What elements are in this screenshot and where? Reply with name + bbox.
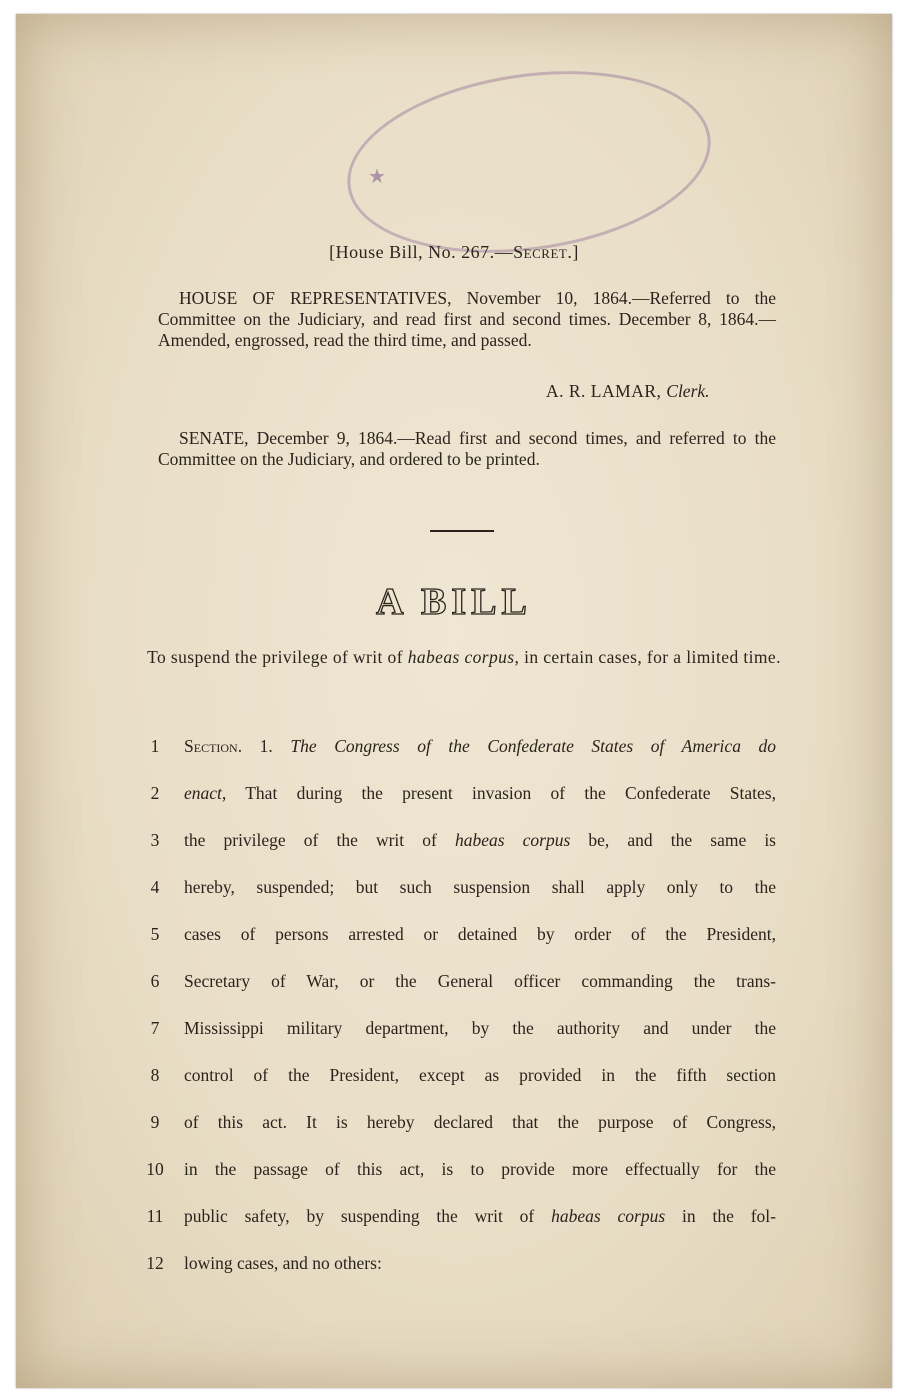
line-segment: enact, xyxy=(184,783,227,803)
line-segment: cases of persons arrested or detained by order of the President, xyxy=(184,924,776,944)
bill-line xyxy=(16,877,892,903)
bill-line xyxy=(16,1253,892,1279)
line-segment: in the fol- xyxy=(665,1206,776,1226)
line-text xyxy=(184,1065,776,1086)
line-segment: the privilege of the writ of xyxy=(184,830,455,850)
bill-line xyxy=(16,924,892,950)
line-segment: 1. xyxy=(242,736,291,756)
bill-line xyxy=(16,1112,892,1138)
line-number: 6 xyxy=(150,971,160,991)
bill-reference: [House Bill, No. 267.—Secret.] xyxy=(329,242,579,262)
line-segment: habeas corpus xyxy=(454,830,571,850)
line-number: 7 xyxy=(150,1018,160,1038)
line-text xyxy=(184,1159,776,1180)
line-segment: hereby, suspended; but such suspension shall apply only to the xyxy=(184,877,776,897)
bill-line xyxy=(16,1018,892,1044)
bill-purpose: To suspend the privilege of writ of habeas corpus, in certain cases, for a limited time. xyxy=(147,647,781,667)
line-segment: control of the President, except as provided in the fifth section xyxy=(184,1065,776,1085)
line-segment: be, and the same is xyxy=(570,830,776,850)
line-segment: Mississippi military department, by the authority and under the xyxy=(184,1018,776,1038)
bill-line xyxy=(16,1206,892,1232)
bill-line xyxy=(16,830,892,856)
bill-line xyxy=(16,971,892,997)
library-stamp xyxy=(336,49,723,274)
line-segment: in the passage of this act, is to provide more effectually for the xyxy=(184,1159,776,1179)
line-segment: The Congress of the Confederate States of America do xyxy=(290,736,777,756)
line-text xyxy=(184,1253,776,1274)
bill-line xyxy=(16,783,892,809)
line-text xyxy=(184,1112,776,1133)
divider-rule xyxy=(430,530,494,532)
line-number: 12 xyxy=(146,1253,164,1273)
line-text xyxy=(184,971,776,992)
bill-title: A BILL xyxy=(376,581,532,623)
house-proceedings: HOUSE OF REPRESENTATIVES, November 10, 1864.—Referred to the Committee on the Judiciary, and read first and second times. December 8, 1864.—Amended, engrossed, read the third time, and passed. xyxy=(158,288,776,350)
line-number: 2 xyxy=(150,783,160,803)
senate-proceedings: SENATE, December 9, 1864.—Read first and second times, and referred to the Committee on the Judiciary, and ordered to be printed. xyxy=(158,428,776,469)
line-number: 5 xyxy=(150,924,160,944)
bill-line xyxy=(16,1159,892,1185)
line-segment: Section. xyxy=(184,736,243,756)
line-number: 11 xyxy=(146,1206,164,1226)
bill-line xyxy=(16,736,892,762)
line-segment: lowing cases, and no others: xyxy=(184,1253,382,1273)
line-text xyxy=(184,924,776,945)
line-number: 9 xyxy=(150,1112,160,1132)
line-segment: habeas corpus xyxy=(551,1206,666,1226)
document-page xyxy=(16,14,892,1388)
line-segment: That during the present invasion of the Confederate States, xyxy=(226,783,776,803)
line-text xyxy=(184,1206,776,1227)
line-text xyxy=(184,783,776,804)
line-text xyxy=(184,736,776,757)
line-number: 1 xyxy=(150,736,160,756)
bill-line xyxy=(16,1065,892,1091)
stamp-star-icon: ★ xyxy=(368,166,386,188)
line-number: 3 xyxy=(150,830,160,850)
line-number: 4 xyxy=(150,877,160,897)
line-text xyxy=(184,877,776,898)
line-segment: of this act. It is hereby declared that the purpose of Congress, xyxy=(184,1112,776,1132)
clerk-signature: A. R. LAMAR, Clerk. xyxy=(546,381,710,401)
line-segment: Secretary of War, or the General officer commanding the trans- xyxy=(184,971,776,991)
line-number: 10 xyxy=(146,1159,164,1179)
line-text xyxy=(184,830,776,851)
line-segment: public safety, by suspending the writ of xyxy=(184,1206,552,1226)
line-number: 8 xyxy=(150,1065,160,1085)
line-text xyxy=(184,1018,776,1039)
